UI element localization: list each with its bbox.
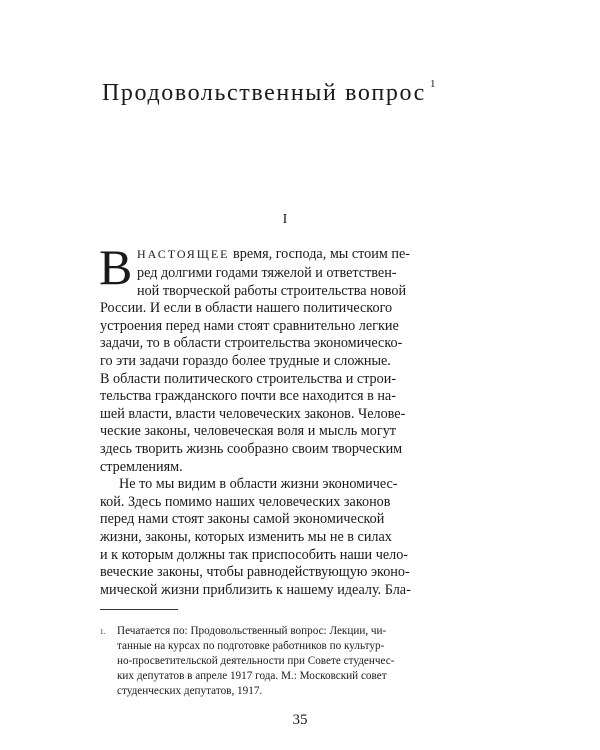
small-caps-lead: НАСТОЯЩЕЕ bbox=[137, 247, 230, 261]
first-line-text: время, господа, мы стоим пе- bbox=[233, 246, 411, 262]
paragraph-line: веческие законы, чтобы равнодействующую эконо- bbox=[100, 564, 410, 581]
footnote-line: но-просветительской деятельности при Совете студенчес- bbox=[117, 655, 395, 667]
footnote-reference: 1 bbox=[429, 78, 436, 90]
paragraph-line: В области политического строительства и строи- bbox=[100, 370, 397, 387]
footnote-line: Печатается по: Продовольственный вопрос: Лекции, чи- bbox=[117, 625, 387, 637]
paragraph-line: здесь творить жизнь сообразно своим творческим bbox=[100, 441, 403, 457]
paragraph-line bbox=[137, 246, 410, 263]
footnote-marker: 1. bbox=[100, 628, 106, 636]
paragraph-line: ческие законы, человеческая воля и мысль могут bbox=[100, 423, 396, 440]
page-number: 35 bbox=[292, 712, 308, 728]
paragraph-line: го эти задачи гораздо более трудные и сложные. bbox=[100, 353, 391, 369]
footnote-line: танные на курсах по подготовке работников по культур- bbox=[117, 640, 385, 652]
paragraph-line: России. И если в области нашего политического bbox=[100, 300, 393, 317]
paragraph-line: ред долгими годами тяжелой и ответствен- bbox=[137, 265, 397, 281]
paragraph-line: и к которым должны так приспособить наши чело- bbox=[100, 546, 409, 563]
drop-cap: В bbox=[99, 239, 133, 295]
footnote-divider bbox=[100, 609, 178, 610]
footnote-line: студенческих депутатов, 1917. bbox=[117, 685, 263, 697]
footnote-line: ких депутатов в апреле 1917 года. М.: Московский совет bbox=[117, 670, 387, 682]
paragraph-line: тельства гражданского почти все находится в на- bbox=[100, 388, 396, 405]
paragraph-line: задачи, то в области строительства экономическо- bbox=[100, 335, 403, 352]
section-number: I bbox=[282, 212, 288, 227]
paragraph-line: ной творческой работы строительства новой bbox=[137, 282, 407, 299]
paragraph-line: перед нами стоят законы самой экономической bbox=[100, 511, 385, 528]
chapter-title bbox=[102, 80, 435, 107]
paragraph-line: кой. Здесь помимо наших человеческих законов bbox=[100, 493, 391, 510]
chapter-title-text: Продовольственный вопрос bbox=[102, 80, 426, 106]
paragraph-line: стремлениям. bbox=[100, 458, 183, 475]
paragraph-line: устроения перед нами стоят сравнительно легкие bbox=[100, 317, 399, 334]
paragraph-line: шей власти, власти человеческих законов. Челове- bbox=[100, 405, 406, 422]
paragraph-line-last: мической жизни приблизить к нашему идеалу. Бла- bbox=[100, 581, 411, 598]
paragraph-line: жизни, законы, которых изменить мы не в силах bbox=[100, 529, 392, 545]
paragraph-line: Не то мы видим в области жизни экономичес- bbox=[119, 476, 398, 493]
